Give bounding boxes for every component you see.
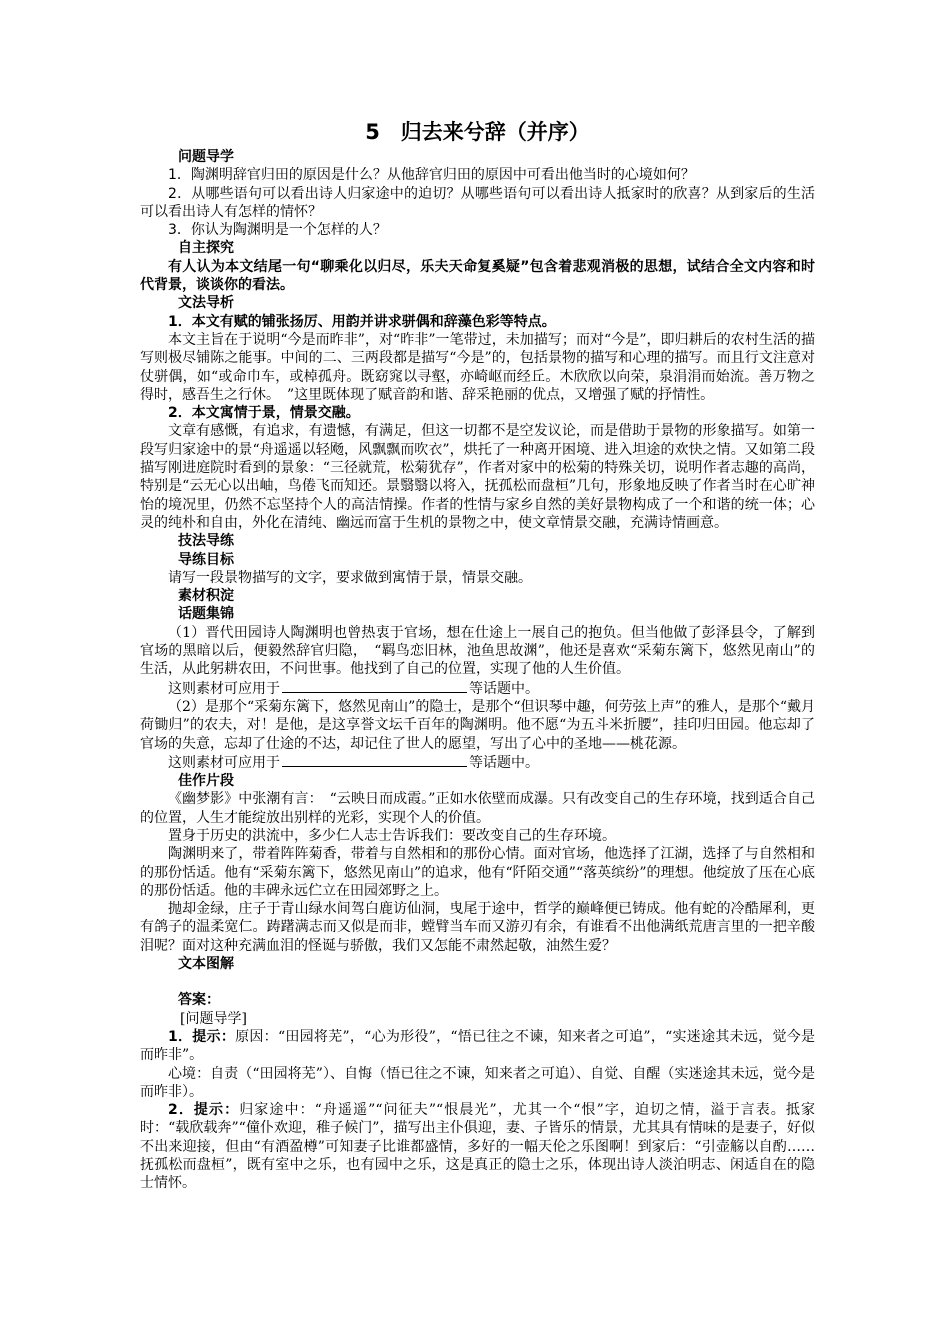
skill-text: 请写一段景物描写的文字，要求做到寓情于景，情景交融。 [168, 569, 532, 586]
answer-1 [140, 1028, 815, 1065]
section-heading-analysis: 文法导析 [178, 295, 234, 312]
material-apply-line-1 [140, 679, 815, 698]
analysis-point-2: 2．本文寓情于景，情景交融。 [168, 405, 360, 422]
skill-subheading: 导练目标 [178, 551, 234, 568]
section-heading-explore: 自主探究 [178, 240, 234, 257]
document-page [140, 118, 815, 1193]
excellent-paragraph-1: 《幽梦影》中张潮有言： “云映日而成霞。”正如水依壁而成瀑。只有改变自己的生存环境，找到适合自己的位置，人生才能绽放出别样的光彩，实现个人的价值。 [140, 791, 815, 826]
guide-question-1: 1．陶渊明辞官归田的原因是什么？从他辞官归田的原因中可看出他当时的心境如何？ [168, 167, 695, 184]
answers-heading: 答案： [178, 992, 220, 1009]
section-heading-guide: 问题导学 [178, 149, 234, 165]
answer-2-text: 归家途中：“舟遥遥”“问征夫”“恨晨光”，尤其一个“恨”字，迫切之情，溢于言表。抵家时：“载欣载奔”“僮仆欢迎，稚子候门”，描写出主仆俱迎，妻、子皆乐的情景，尤其具有情味的是妻子，好似不出来迎接，但由“有酒盈樽”可知妻子比谁都盛情，多好的一幅天伦之乐图啊！到家后：“引壶觞以自酌……抚孤松而盘桓”，既有室中之乐，也有园中之乐，这是真正的隐士之乐，体现出诗人淡泊明志、闲适自在的隐士情怀。 [140, 1102, 815, 1192]
material-item-1: （1）晋代田园诗人陶渊明也曾热衷于官场，想在仕途上一展自己的抱负。但当他做了彭泽县令，了解到官场的黑暗以后，便毅然辞官归隐， “羁鸟恋旧林，池鱼思故渊”，他还是喜欢“采菊东篱下，悠然见南山”的生活，从此躬耕农田，不问世事。他找到了自己的位置，实现了他的人生价值。 [140, 624, 815, 678]
analysis-point-1: 1．本文有赋的铺张扬厉、用韵并讲求骈偶和辞藻色彩等特点。 [168, 313, 556, 330]
section-heading-material: 素材积淀 [178, 588, 234, 605]
material-subheading: 话题集锦 [178, 606, 234, 623]
guide-question-2: 2．从哪些语句可以看出诗人归家途中的迫切？从哪些语句可以看出诗人抵家时的欣喜？从到家后的生活可以看出诗人有怎样的情怀？ [140, 185, 815, 220]
answer-1-label: 1．提示： [168, 1028, 236, 1045]
section-heading-excellent: 佳作片段 [178, 773, 234, 790]
analysis-paragraph-1: 本文主旨在于说明“今是而昨非”，对“昨非”一笔带过，未加描写；而对“今是”，即归耕后的农村生活的描写则极尽铺陈之能事。中间的二、三两段都是描写“今是”的，包括景物的描写和心理的描写。而且行文注意对仗骈偶，如“或命巾车，或棹孤舟。既窈窕以寻壑，亦崎岖而经丘。木欣欣以向荣，泉涓涓而始流。善万物之得时，感吾生之行休。 ”这里既体现了赋音韵和谐、辞采艳丽的优点，又增强了赋的抒情性。 [140, 331, 815, 403]
excellent-paragraph-3: 陶渊明来了，带着阵阵菊香，带着与自然相和的那份心情。面对官场，他选择了江湖，选择了与自然相和的那份恬适。他有“采菊东篱下，悠然见南山”的追求，他有“阡陌交通”“落英缤纷”的理想。他绽放了压在心底的那份恬适。他的丰碑永远伫立在田园郊野之上。 [140, 846, 815, 899]
explore-text: 有人认为本文结尾一句“聊乘化以归尽，乐夫天命复奚疑”包含着悲观消极的思想，试结合全文内容和时代背景，谈谈你的看法。 [140, 258, 815, 294]
blank-line [282, 679, 467, 693]
blank-line [282, 753, 467, 767]
section-heading-skill: 技法导练 [178, 533, 234, 550]
apply-suffix: 等话题中。 [469, 754, 539, 771]
page-title: 5 归去来兮辞（并序） [365, 120, 590, 144]
excellent-paragraph-2: 置身于历史的洪流中，多少仁人志士告诉我们：要改变自己的生存环境。 [168, 827, 616, 844]
analysis-paragraph-2: 文章有感慨，有追求，有遗憾，有满足，但这一切都不是空发议论，而是借助于景物的形象描写。如第一段写归家途中的景“舟遥遥以轻飏，风飘飘而吹衣”，烘托了一种离开困境、进入坦途的欢快之情。又如第二段描写刚进庭院时看到的景象：“三径就荒，松菊犹存”，作者对家中的松菊的特殊关切，说明作者志趣的高尚，特别是“云无心以出岫，鸟倦飞而知还。景翳翳以将入，抚孤松而盘桓”几句，形象地反映了作者当时在心旷神怡的境况里，仍然不忘坚持个人的高洁情操。作者的性情与家乡自然的美好景物构成了一个和谐的统一体；心灵的纯朴和自由，外化在清纯、幽远而富于生机的景物之中，使文章情景交融，充满诗情画意。 [140, 423, 815, 531]
answer-1-mood: 心境：自责（“田园将芜”）、自悔（悟已往之不谏，知来者之可追）、自觉、自醒（实迷途其未远，觉今是而昨非）。 [140, 1065, 815, 1100]
material-apply-line-2 [140, 753, 815, 772]
diagram-space [140, 973, 815, 991]
material-item-2: （2）是那个“采菊东篱下，悠然见南山”的隐士，是那个“但识琴中趣，何劳弦上声”的雅人，是那个“戴月荷锄归”的农夫，对！是他，是这享誉文坛千百年的陶渊明。他不愿“为五斗米折腰”，挂印归田园。他忘却了官场的失意，忘却了仕途的不达，却记住了世人的愿望，写出了心中的圣地——桃花源。 [140, 698, 815, 752]
excellent-paragraph-4: 抛却金绿，庄子于青山绿水间驾白鹿访仙洞，曳尾于途中，哲学的巅峰便已铸成。他有蛇的冷酷犀利，更有鸽子的温柔宽仁。踌躇满志而又似是而非，螳臂当车而又游刃有余，有谁看不出他满纸荒唐言里的一把辛酸泪呢？面对这种充满血泪的怪诞与骄傲，我们又怎能不肃然起敬，油然生爱？ [140, 901, 815, 954]
apply-prefix: 这则素材可应用于 [168, 680, 280, 697]
guide-question-3: 3．你认为陶渊明是一个怎样的人？ [168, 222, 387, 239]
answer-2 [140, 1101, 815, 1192]
apply-suffix: 等话题中。 [469, 680, 539, 697]
answers-bracket-label: [问题导学] [180, 1010, 247, 1027]
answer-1-text: 原因：“田园将芜”，“心为形役”，“悟已往之不谏，知来者之可追”，“实迷途其未远，觉今是而昨非”。 [140, 1028, 815, 1064]
apply-prefix: 这则素材可应用于 [168, 754, 280, 771]
section-heading-diagram: 文本图解 [178, 956, 234, 973]
answer-2-label: 2．提示： [168, 1102, 240, 1119]
